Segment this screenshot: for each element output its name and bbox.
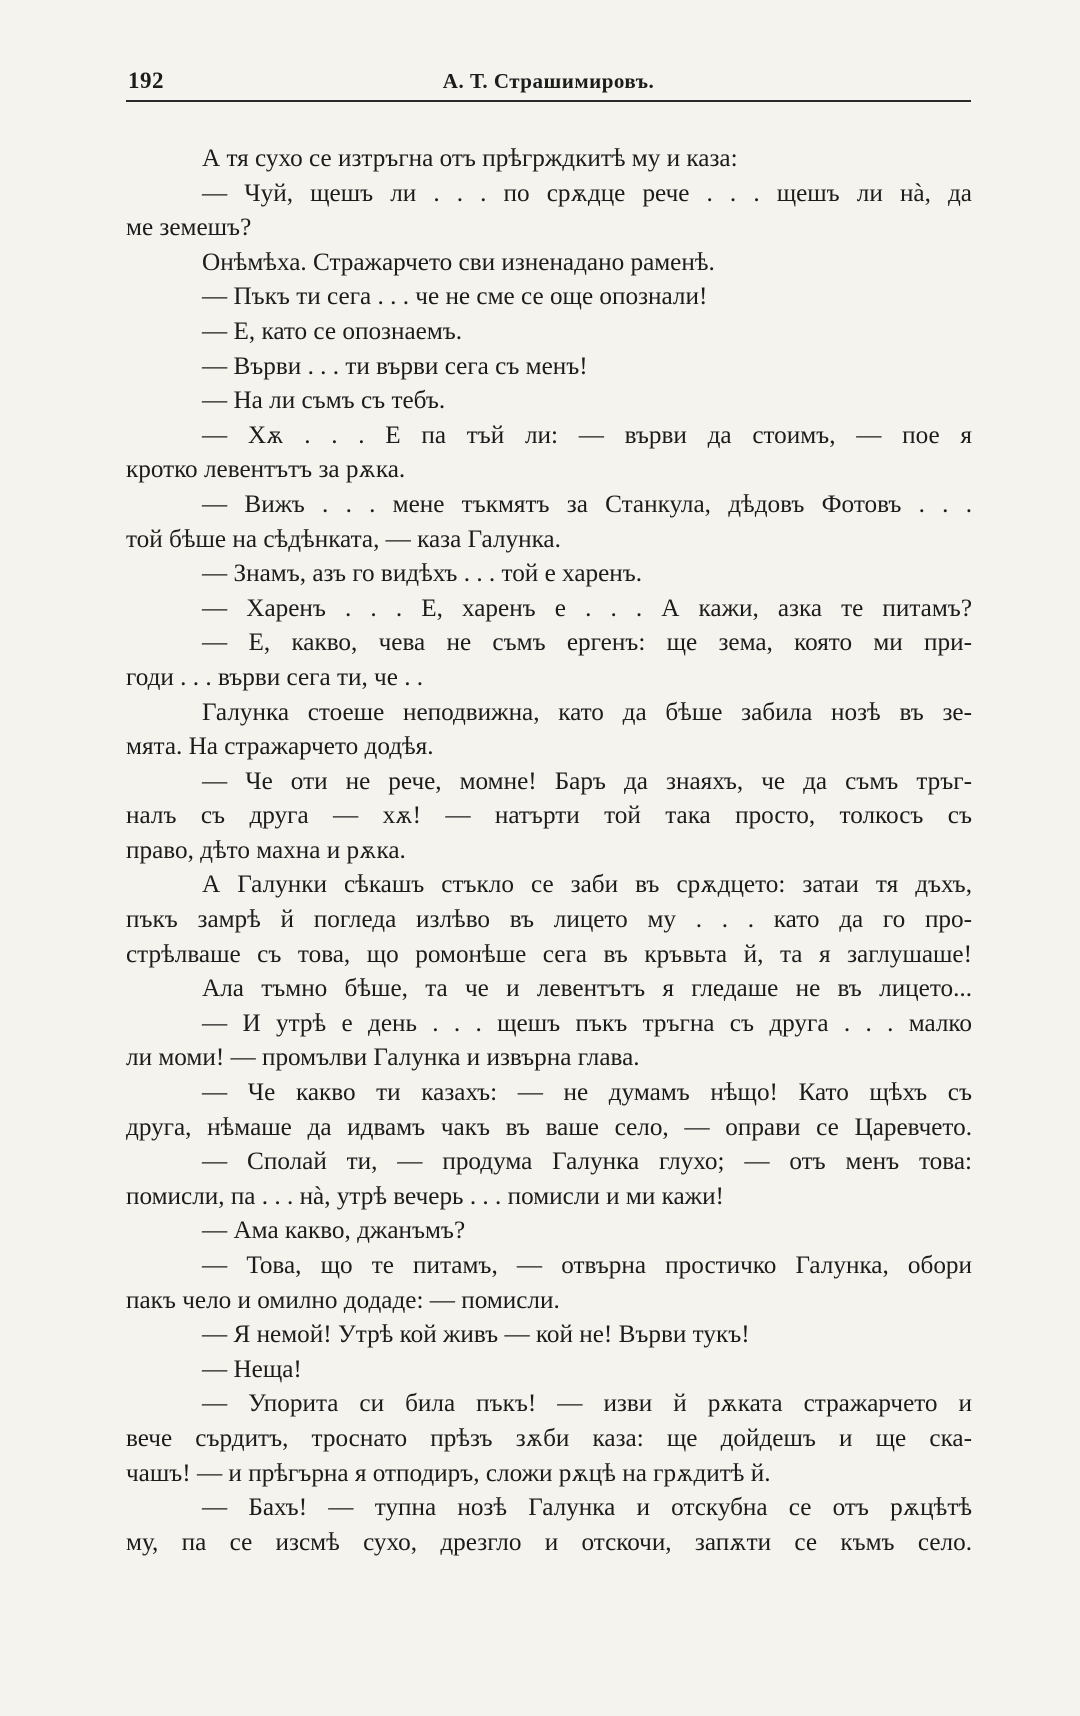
text-line: — Върви . . . ти върви сега съ менъ! (202, 352, 588, 380)
text-line: му, па се изсмѣ сухо, дрезгло и отскочи, запѫти се къмъ село. (126, 1528, 972, 1556)
page-header (126, 66, 971, 102)
text-line: — Ама какво, джанъмъ? (202, 1217, 466, 1245)
text-line: кротко левентътъ за рѫка. (126, 456, 406, 484)
text-line: — Че оти не рече, момне! Баръ да знаяхъ, че да съмъ тръг- (202, 767, 972, 795)
text-line: — Е, какво, чева не съмъ ергенъ: ще зема, която ми при- (202, 629, 972, 657)
text-line: той бѣше на сѣдѣнката, — каза Галунка. (126, 525, 561, 553)
text-line: помисли, па . . . нà, утрѣ вечерь . . . помисли и ми кажи! (126, 1182, 724, 1210)
text-line: — Вижъ . . . мене тъкмятъ за Станкула, дѣдовъ Фотовъ . . . (202, 490, 972, 518)
text-line: право, дѣто махна и рѫка. (126, 836, 406, 864)
text-line: ли моми! — промълви Галунка и извърна глава. (126, 1044, 640, 1072)
text-line: Галунка стоеше неподвижна, като да бѣше забила нозѣ въ зе- (202, 698, 972, 726)
text-line: мята. На стражарчето додѣя. (126, 733, 434, 761)
text-line: — Упорита си била пъкъ! — изви й рѫката стражарчето и (202, 1390, 972, 1418)
text-line: налъ съ друга — хѫ! — натърти той така просто, толкосъ съ (126, 802, 972, 830)
running-head: А. Т. Страшимировъ. (442, 69, 655, 93)
text-line: ме земешъ? (126, 214, 252, 242)
text-line: друга, нѣмаше да идвамъ чакъ въ ваше село, — оправи се Царевчето. (126, 1113, 972, 1141)
text-line: — Чуй, щешъ ли . . . по срѫдце рече . . . щешъ ли нà, да (202, 179, 972, 207)
text-line: Онѣмѣха. Стражарчето сви изненадано раменѣ. (202, 248, 715, 276)
text-line: пъкъ замрѣ й погледа излѣво въ лицето му . . . като да го про- (126, 906, 972, 934)
text-line: — Е, като се опознаемъ. (202, 317, 463, 345)
text-line: — Бахъ! — тупна нозѣ Галунка и отскубна се отъ рѫцѣтѣ (202, 1494, 972, 1522)
text-line: — Че какво ти казахъ: — не думамъ нѣщо! Като щѣхъ съ (202, 1079, 972, 1107)
text-line: — Неща! (202, 1355, 302, 1383)
text-line: годи . . . върви сега ти, че . . (126, 663, 424, 691)
text-line: Ала тъмно бѣше, та че и левентътъ я гледаше не въ лицето... (202, 975, 972, 1003)
text-line: — Знамъ, азъ го видѣхъ . . . той е харенъ. (202, 560, 643, 588)
text-line: — Харенъ . . . Е, харенъ е . . . А кажи, азка те питамъ? (202, 594, 972, 622)
text-line: — Я немой! Утрѣ кой живъ — кой не! Върви тукъ! (202, 1321, 750, 1349)
page-number: 192 (128, 68, 164, 93)
text-line: А Галунки сѣкашъ стъкло се заби въ срѫдцето: затаи тя дъхъ, (202, 871, 972, 899)
text-line: — Пъкъ ти сега . . . че не сме се още опознали! (202, 283, 708, 311)
text-line: пакъ чело и омилно додаде: — помисли. (126, 1286, 560, 1314)
text-line: — И утрѣ е день . . . щешъ пъкъ тръгна съ друга . . . малко (202, 1009, 972, 1037)
text-line: — На ли съмъ съ тебъ. (202, 387, 446, 415)
text-line: вече сърдитъ, троснато прѣзъ зѫби каза: ще дойдешъ и ще ска- (126, 1424, 972, 1452)
body-text (126, 142, 972, 1560)
text-line: — Това, що те питамъ, — отвърна простичко Галунка, обори (202, 1252, 972, 1279)
text-line: — Сполай ти, — продума Галунка глухо; — отъ менъ това: (202, 1148, 972, 1176)
text-line: чашъ! — и прѣгърна я отподиръ, сложи рѫцѣ на грѫдитѣ й. (126, 1459, 771, 1487)
text-line: стрѣлваше съ това, що ромонѣше сега въ кръвьта й, та я заглушаше! (126, 940, 972, 968)
text-line: А тя сухо се изтръгна отъ прѣгрждкитѣ му и каза: (202, 145, 738, 172)
text-line: — Хѫ . . . Е па тъй ли: — върви да стоимъ, — пое я (202, 421, 972, 449)
